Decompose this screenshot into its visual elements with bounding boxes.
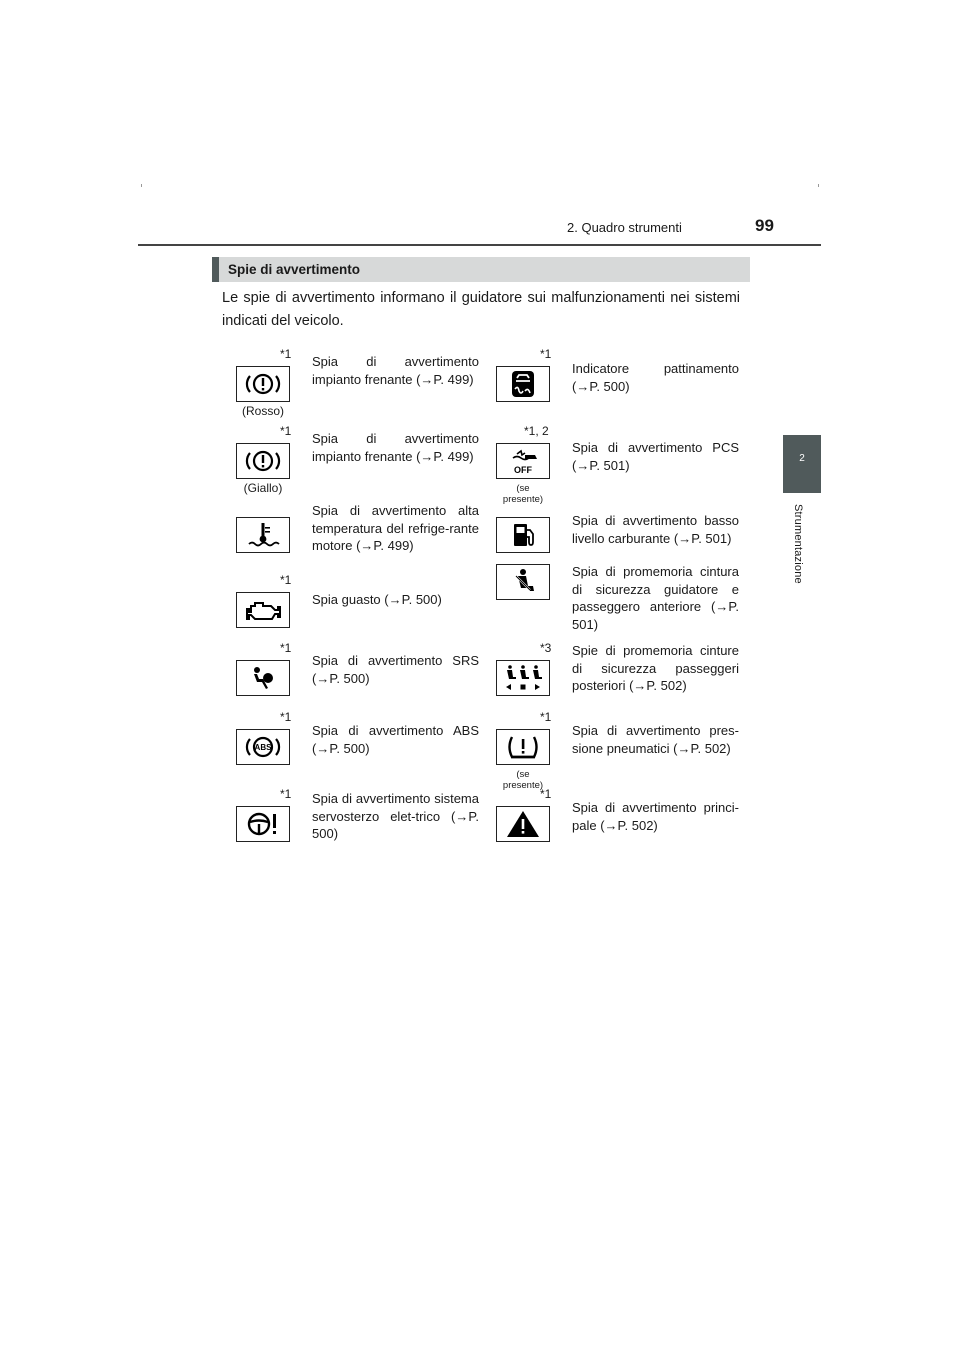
pcs-off-label: OFF: [514, 465, 532, 475]
warning-entry: [236, 500, 492, 576]
warning-entry: [496, 789, 752, 865]
warning-description: Indicatore pattinamento (→P. 500): [572, 361, 739, 394]
warning-description: Spia di avvertimento pres-sione pneumatici (→P. 502): [572, 723, 739, 756]
tire-pressure-icon: [496, 729, 550, 765]
header-rule: [138, 244, 821, 246]
chapter-label: Strumentazione: [792, 504, 804, 584]
warning-description: Spia di avvertimento ABS (→P. 500): [312, 723, 479, 756]
footnote-marker: *1: [540, 710, 552, 724]
warning-entry: [496, 643, 752, 719]
footnote-marker: *1: [280, 424, 292, 438]
header-section-title: 2. Quadro strumenti: [567, 220, 682, 235]
warning-description: Spia di avvertimento impianto frenante (→P. 499): [312, 354, 479, 387]
warning-description: Spia di avvertimento SRS (→P. 500): [312, 653, 479, 686]
warning-description: Spia di promemoria cintura di sicurezza guidatore e passeggero anteriore (→P. 501): [572, 564, 739, 632]
rear-seatbelt-icon: [496, 660, 550, 696]
abs-icon: [236, 729, 290, 765]
intro-paragraph: Le spie di avvertimento informano il guidatore sui malfunzionamenti nei sistemi indicati del veicolo.: [222, 290, 740, 329]
footnote-marker: *1: [280, 710, 292, 724]
warning-description: Spia di avvertimento sistema servosterzo elet-trico (→P. 500): [312, 791, 479, 841]
footnote-marker: *1: [280, 347, 292, 361]
section-heading-bar: [212, 257, 750, 282]
warning-description: Spia di avvertimento PCS (→P. 501): [572, 440, 739, 473]
brake-warning-icon: [236, 443, 290, 479]
slip-indicator-icon: [496, 366, 550, 402]
footnote-marker: *1: [280, 573, 292, 587]
warning-entry: [236, 643, 492, 719]
chapter-tab: [783, 435, 821, 493]
footnote-marker: *1: [280, 787, 292, 801]
warning-entry: [236, 789, 492, 865]
crop-mark: [818, 184, 819, 187]
crop-mark: [141, 184, 142, 187]
warning-description: Spie di promemoria cinture di sicurezza passeggeri posteriori (→P. 502): [572, 643, 739, 693]
footnote-marker: *1: [540, 787, 552, 801]
warning-description: Spia di avvertimento basso livello carburante (→P. 501): [572, 513, 739, 546]
footnote-marker: *1: [540, 347, 552, 361]
warning-description: Spia di avvertimento alta temperatura del refrige-rante motore (→P. 499): [312, 503, 479, 553]
warning-entry: [236, 426, 492, 502]
power-steering-icon: [236, 806, 290, 842]
warning-description: Spia di avvertimento princi-pale (→P. 502): [572, 800, 739, 833]
warning-entry: [236, 712, 492, 788]
warning-entry: [496, 710, 752, 791]
warning-description: Spia guasto (→P. 500): [312, 592, 442, 607]
srs-airbag-icon: [236, 660, 290, 696]
fuel-pump-icon: [496, 517, 550, 553]
svg-text:ABS: ABS: [254, 743, 272, 752]
footnote-marker: *3: [540, 641, 552, 655]
warning-description: Spia di avvertimento impianto frenante (→P. 499): [312, 431, 479, 464]
warning-entry: [236, 575, 492, 651]
master-warning-icon: [496, 806, 550, 842]
icon-caption: (se presente): [502, 769, 544, 791]
warning-entry: [496, 424, 752, 505]
warning-entry: [496, 564, 752, 640]
brake-warning-icon: [236, 366, 290, 402]
footnote-marker: *1: [280, 641, 292, 655]
pcs-off-icon: [496, 443, 550, 479]
icon-caption: (se presente): [502, 483, 544, 505]
warning-entry: [236, 349, 492, 425]
warning-entry: [496, 349, 752, 425]
page-number: 99: [755, 216, 774, 235]
engine-check-icon: [236, 592, 290, 628]
section-title: Spie di avvertimento: [228, 262, 361, 277]
icon-caption: (Rosso): [241, 404, 284, 418]
coolant-temperature-icon: [236, 517, 290, 553]
chapter-number: 2: [799, 453, 805, 464]
seatbelt-icon: [496, 564, 550, 600]
footnote-marker: *1, 2: [524, 424, 549, 438]
icon-caption: (Giallo): [243, 481, 283, 495]
